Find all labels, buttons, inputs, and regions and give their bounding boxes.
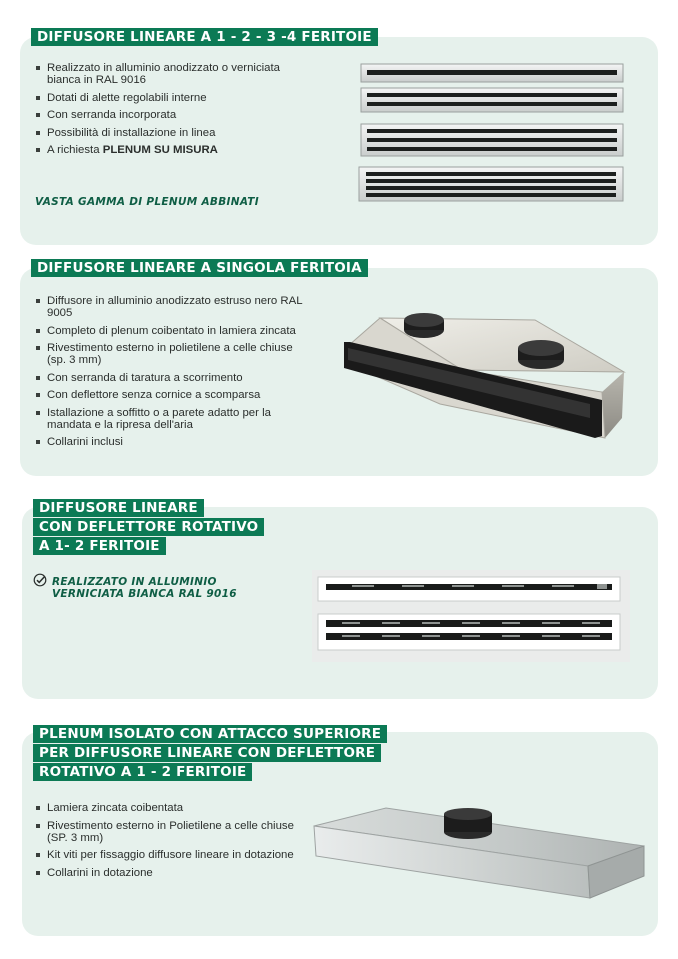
- list-item: Con deflettore senza cornice a scomparsa: [35, 389, 310, 401]
- feature-list-2: [35, 295, 310, 454]
- list-item: A richiesta PLENUM SU MISURA: [35, 144, 310, 156]
- list-item: Con serranda incorporata: [35, 109, 310, 121]
- list-item: Possibilità di installazione in linea: [35, 127, 310, 139]
- linear-diffuser-image: [355, 60, 627, 206]
- section-title-1: DIFFUSORE LINEARE A 1 - 2 - 3 -4 FERITOIE: [31, 28, 378, 47]
- section-title-4: PLENUM ISOLATO CON ATTACCO SUPERIORE PER DIFFUSORE LINEARE CON DEFLETTORE ROTATIVO A 1 - 2 FERITOIE: [33, 725, 387, 782]
- list-item: Dotati di alette regolabili interne: [35, 92, 310, 104]
- list-item: Rivestimento esterno in polietilene a celle chiuse (sp. 3 mm): [35, 342, 310, 366]
- list-item: Kit viti per fissaggio diffusore lineare in dotazione: [35, 849, 295, 861]
- check-circle-icon: [33, 573, 47, 587]
- insulated-plenum-image: [310, 806, 646, 902]
- feature-list-1: [35, 62, 310, 162]
- list-item: Realizzato in alluminio anodizzato o verniciata bianca in RAL 9016: [35, 62, 310, 86]
- list-item: Diffusore in alluminio anodizzato estruso nero RAL 9005: [35, 295, 310, 319]
- section-title-2: DIFFUSORE LINEARE A SINGOLA FERITOIA: [31, 259, 368, 278]
- list-item: Completo di plenum coibentato in lamiera zincata: [35, 325, 310, 337]
- material-note: REALIZZATO IN ALLUMINIO VERNICIATA BIANCA RAL 9016: [52, 576, 237, 600]
- list-item: Collarini inclusi: [35, 436, 310, 448]
- plenum-note: VASTA GAMMA DI PLENUM ABBINATI: [35, 196, 259, 208]
- list-item: Istallazione a soffitto o a parete adatto per la mandata e la ripresa dell'aria: [35, 407, 310, 431]
- list-item: Con serranda di taratura a scorrimento: [35, 372, 310, 384]
- list-item: Lamiera zincata coibentata: [35, 802, 295, 814]
- rotary-deflector-diffuser-image: [312, 570, 630, 662]
- feature-list-4: [35, 802, 295, 884]
- section-title-3: DIFFUSORE LINEARE CON DEFLETTORE ROTATIVO A 1- 2 FERITOIE: [33, 499, 264, 556]
- list-item: Rivestimento esterno in Polietilene a celle chiuse (SP. 3 mm): [35, 820, 295, 844]
- list-item: Collarini in dotazione: [35, 867, 295, 879]
- single-slot-diffuser-image: [340, 308, 630, 450]
